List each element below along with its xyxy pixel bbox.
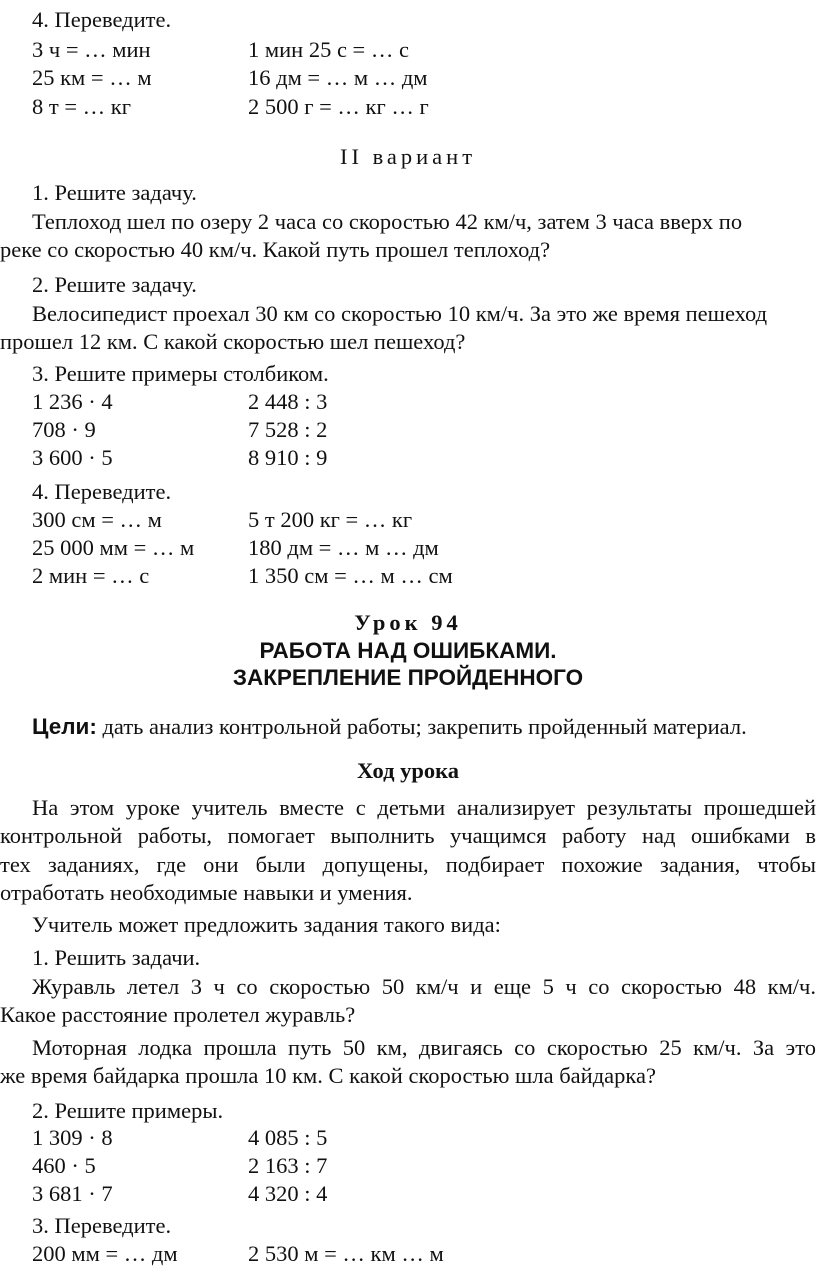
- exercise-heading: 3. Переведите.: [32, 1213, 172, 1238]
- paragraph-line: На этом уроке учитель вместе с детьми анализирует результаты прошедшей: [32, 795, 816, 820]
- task-heading: 3. Решите примеры столбиком.: [32, 361, 329, 386]
- section-heading: 4. Переведите.: [32, 7, 172, 32]
- task-heading: 4. Переведите.: [32, 479, 172, 504]
- exercise-cell: 2 448 : 3: [248, 389, 328, 414]
- goals-text: дать анализ контрольной работы; закрепить пройденный материал.: [96, 714, 747, 739]
- exercise-cell: 16 дм = … м … дм: [248, 65, 428, 90]
- course-heading: Ход урока: [356, 758, 460, 783]
- exercise-cell: 3 ч = … мин: [32, 37, 151, 62]
- exercise-cell: 4 320 : 4: [248, 1181, 328, 1206]
- exercise-heading: 1. Решить задачи.: [32, 945, 201, 970]
- exercise-cell: 3 681 · 7: [32, 1181, 113, 1206]
- lesson-number: Урок 94: [354, 610, 462, 635]
- task-heading: 2. Решите задачу.: [32, 272, 197, 297]
- goals-label: Цели:: [32, 714, 97, 739]
- paragraph-line: отработать необходимые навыки и умения.: [0, 880, 413, 905]
- exercise-text-line: Журавль летел 3 ч со скоростью 50 км/ч и еще 5 ч со скоростью 48 км/ч.: [32, 974, 816, 999]
- exercise-text-line: Какое расстояние пролетел журавль?: [0, 1002, 356, 1027]
- exercise-cell: 2 500 г = … кг … г: [248, 94, 429, 119]
- exercise-cell: 1 350 см = … м … см: [248, 563, 453, 588]
- exercise-cell: 460 · 5: [32, 1153, 96, 1178]
- paragraph-line: контрольной работы, помогает выполнить учащимся работу над ошибками в: [0, 823, 816, 848]
- exercise-cell: 2 мин = … с: [32, 563, 150, 588]
- exercise-cell: 4 085 : 5: [248, 1125, 328, 1150]
- exercise-cell: 5 т 200 кг = … кг: [248, 507, 413, 532]
- exercise-cell: 1 236 · 4: [32, 389, 113, 414]
- task-text-line: прошел 12 км. С какой скоростью шел пешеход?: [0, 329, 466, 354]
- lesson-title: РАБОТА НАД ОШИБКАМИ.: [259, 638, 557, 663]
- task-text-line: Велосипедист проехал 30 км со скоростью 10 км/ч. За это же время пешеход: [32, 301, 768, 326]
- exercise-cell: 300 см = … м: [32, 507, 162, 532]
- exercise-cell: 3 600 · 5: [32, 445, 113, 470]
- exercise-cell: 2 163 : 7: [248, 1153, 328, 1178]
- exercise-cell: 180 дм = … м … дм: [248, 535, 439, 560]
- task-text-line: Теплоход шел по озеру 2 часа со скоростью 42 км/ч, затем 3 часа вверх по: [32, 209, 743, 234]
- exercise-cell: 25 км = … м: [32, 65, 152, 90]
- exercise-cell: 200 мм = … дм: [32, 1241, 178, 1266]
- goals-line: [32, 713, 816, 741]
- paragraph-line: Учитель может предложить задания такого вида:: [32, 912, 501, 937]
- exercise-cell: 7 528 : 2: [248, 417, 328, 442]
- exercise-cell: 2 530 м = … км … м: [248, 1241, 444, 1266]
- lesson-title: ЗАКРЕПЛЕНИЕ ПРОЙДЕННОГО: [232, 665, 584, 690]
- paragraph-line: тех заданиях, где они были допущены, подбирает похожие задания, чтобы: [0, 852, 816, 877]
- exercise-text-line: же время байдарка прошла 10 км. С какой скоростью шла байдарка?: [0, 1063, 656, 1088]
- exercise-cell: 1 мин 25 с = … с: [248, 37, 409, 62]
- exercise-cell: 1 309 · 8: [32, 1125, 113, 1150]
- exercise-text-line: Моторная лодка прошла путь 50 км, двигаясь со скоростью 25 км/ч. За это: [32, 1035, 816, 1060]
- exercise-cell: 25 000 мм = … м: [32, 535, 195, 560]
- exercise-cell: 708 · 9: [32, 417, 96, 442]
- variant-title: II вариант: [339, 144, 477, 169]
- task-heading: 1. Решите задачу.: [32, 180, 197, 205]
- exercise-cell: 8 т = … кг: [32, 94, 131, 119]
- task-text-line: реке со скоростью 40 км/ч. Какой путь прошел теплоход?: [0, 237, 551, 262]
- exercise-cell: 8 910 : 9: [248, 445, 328, 470]
- exercise-heading: 2. Решите примеры.: [32, 1098, 224, 1123]
